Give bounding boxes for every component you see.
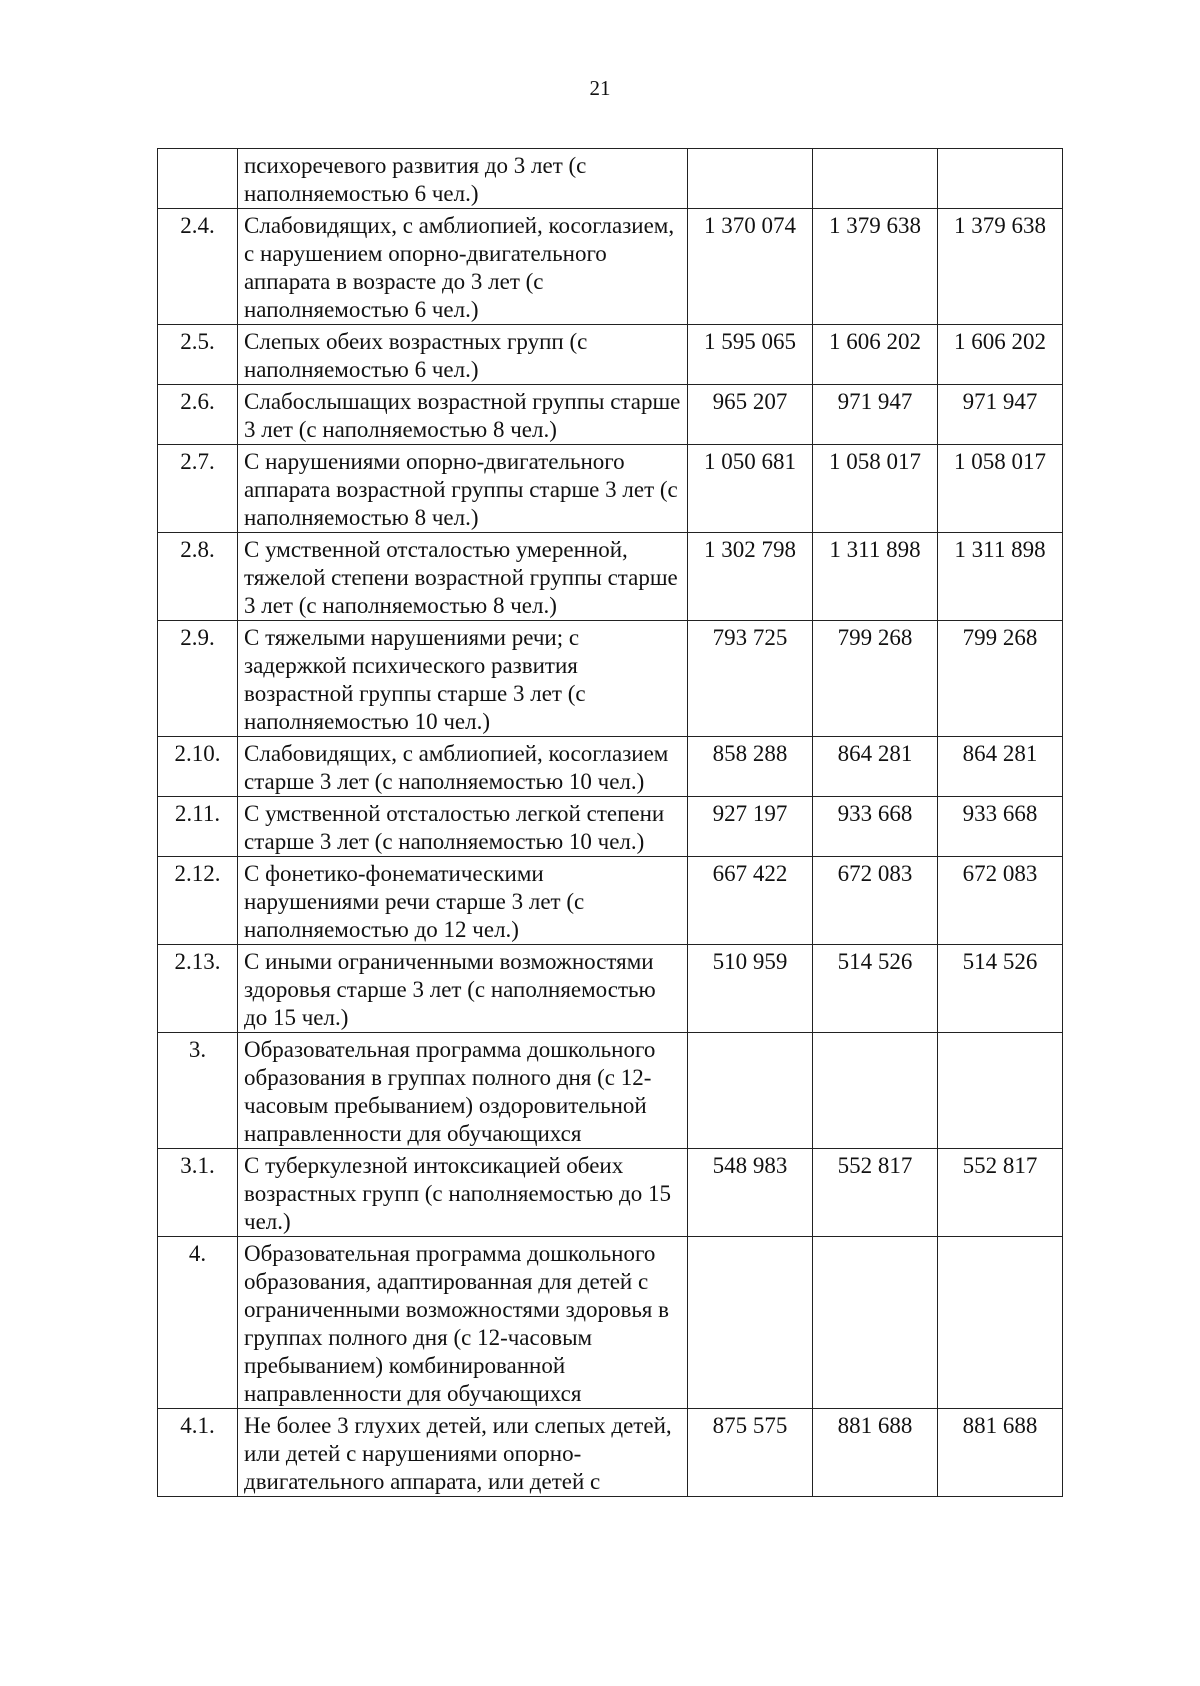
row-value-3: 552 817 [938,1149,1063,1237]
row-value-2: 514 526 [813,945,938,1033]
table-row [158,385,1063,445]
row-value-2: 1 058 017 [813,445,938,533]
row-number: 2.8. [158,533,238,621]
row-value-3: 799 268 [938,621,1063,737]
row-value-3 [938,1033,1063,1149]
row-value-2: 799 268 [813,621,938,737]
table-row [158,945,1063,1033]
row-description: Слабовидящих, с амблиопией, косоглазием, с нарушением опорно-двигательного аппарата в возрасте до 3 лет (с наполняемостью 6 чел.) [238,209,688,325]
table-row [158,149,1063,209]
page-number: 21 [589,76,611,100]
row-value-2 [813,1033,938,1149]
row-value-1: 548 983 [688,1149,813,1237]
table-row [158,533,1063,621]
row-value-1: 667 422 [688,857,813,945]
row-number: 2.11. [158,797,238,857]
table-row [158,1237,1063,1409]
row-description: Образовательная программа дошкольного образования, адаптированная для детей с ограниченными возможностями здоровья в группах полного дня (с 12-часовым пребыванием) комбинированной направленности для обучающихся [238,1237,688,1409]
row-value-2: 672 083 [813,857,938,945]
row-description: Слепых обеих возрастных групп (с наполняемостью 6 чел.) [238,325,688,385]
row-number [158,149,238,209]
table-row [158,209,1063,325]
row-description: С фонетико-фонематическими нарушениями речи старше 3 лет (с наполняемостью до 12 чел.) [238,857,688,945]
row-value-3: 1 058 017 [938,445,1063,533]
row-number: 2.6. [158,385,238,445]
row-value-1: 1 370 074 [688,209,813,325]
row-number: 2.12. [158,857,238,945]
row-value-3: 672 083 [938,857,1063,945]
row-value-3: 971 947 [938,385,1063,445]
table-row [158,1149,1063,1237]
row-value-3: 1 311 898 [938,533,1063,621]
row-value-1: 965 207 [688,385,813,445]
row-number: 4.1. [158,1409,238,1497]
row-value-1: 1 595 065 [688,325,813,385]
row-value-1 [688,1237,813,1409]
table-row [158,857,1063,945]
table-row [158,325,1063,385]
row-description: Слабовидящих, с амблиопией, косоглазием старше 3 лет (с наполняемостью 10 чел.) [238,737,688,797]
row-value-3: 514 526 [938,945,1063,1033]
row-description: С нарушениями опорно-двигательного аппарата возрастной группы старше 3 лет (с наполняемостью 8 чел.) [238,445,688,533]
row-value-2: 971 947 [813,385,938,445]
row-value-2: 864 281 [813,737,938,797]
row-number: 2.5. [158,325,238,385]
row-number: 3.1. [158,1149,238,1237]
row-value-2 [813,149,938,209]
table-row [158,445,1063,533]
row-value-1: 875 575 [688,1409,813,1497]
row-description: С умственной отсталостью легкой степени старше 3 лет (с наполняемостью 10 чел.) [238,797,688,857]
row-value-1 [688,149,813,209]
row-number: 2.7. [158,445,238,533]
row-value-1: 510 959 [688,945,813,1033]
row-number: 2.10. [158,737,238,797]
row-number: 2.9. [158,621,238,737]
row-value-3: 1 379 638 [938,209,1063,325]
row-value-2: 1 311 898 [813,533,938,621]
row-description: С туберкулезной интоксикацией обеих возрастных групп (с наполняемостью до 15 чел.) [238,1149,688,1237]
table-row [158,1033,1063,1149]
table-row [158,1409,1063,1497]
row-value-1: 1 050 681 [688,445,813,533]
row-value-2: 1 606 202 [813,325,938,385]
row-description: Слабослышащих возрастной группы старше 3 лет (с наполняемостью 8 чел.) [238,385,688,445]
row-description: С тяжелыми нарушениями речи; с задержкой психического развития возрастной группы старше 3 лет (с наполняемостью 10 чел.) [238,621,688,737]
row-value-2 [813,1237,938,1409]
row-value-2: 1 379 638 [813,209,938,325]
row-value-2: 881 688 [813,1409,938,1497]
row-value-2: 933 668 [813,797,938,857]
row-description: Образовательная программа дошкольного образования в группах полного дня (с 12-часовым пребыванием) оздоровительной направленности для обучающихся [238,1033,688,1149]
row-value-3 [938,1237,1063,1409]
cost-table [157,148,1063,1497]
row-number: 3. [158,1033,238,1149]
row-value-3 [938,149,1063,209]
row-value-3: 881 688 [938,1409,1063,1497]
row-value-3: 864 281 [938,737,1063,797]
row-number: 2.4. [158,209,238,325]
row-description: психоречевого развития до 3 лет (с наполняемостью 6 чел.) [238,149,688,209]
row-description: Не более 3 глухих детей, или слепых детей, или детей с нарушениями опорно-двигательного аппарата, или детей с [238,1409,688,1497]
row-number: 4. [158,1237,238,1409]
table-row [158,737,1063,797]
row-value-2: 552 817 [813,1149,938,1237]
row-value-3: 933 668 [938,797,1063,857]
table-row [158,797,1063,857]
row-description: С умственной отсталостью умеренной, тяжелой степени возрастной группы старше 3 лет (с наполняемостью 8 чел.) [238,533,688,621]
row-value-1: 793 725 [688,621,813,737]
row-value-3: 1 606 202 [938,325,1063,385]
row-value-1: 1 302 798 [688,533,813,621]
row-number: 2.13. [158,945,238,1033]
row-value-1: 927 197 [688,797,813,857]
row-value-1 [688,1033,813,1149]
table-row [158,621,1063,737]
row-description: С иными ограниченными возможностями здоровья старше 3 лет (с наполняемостью до 15 чел.) [238,945,688,1033]
row-value-1: 858 288 [688,737,813,797]
